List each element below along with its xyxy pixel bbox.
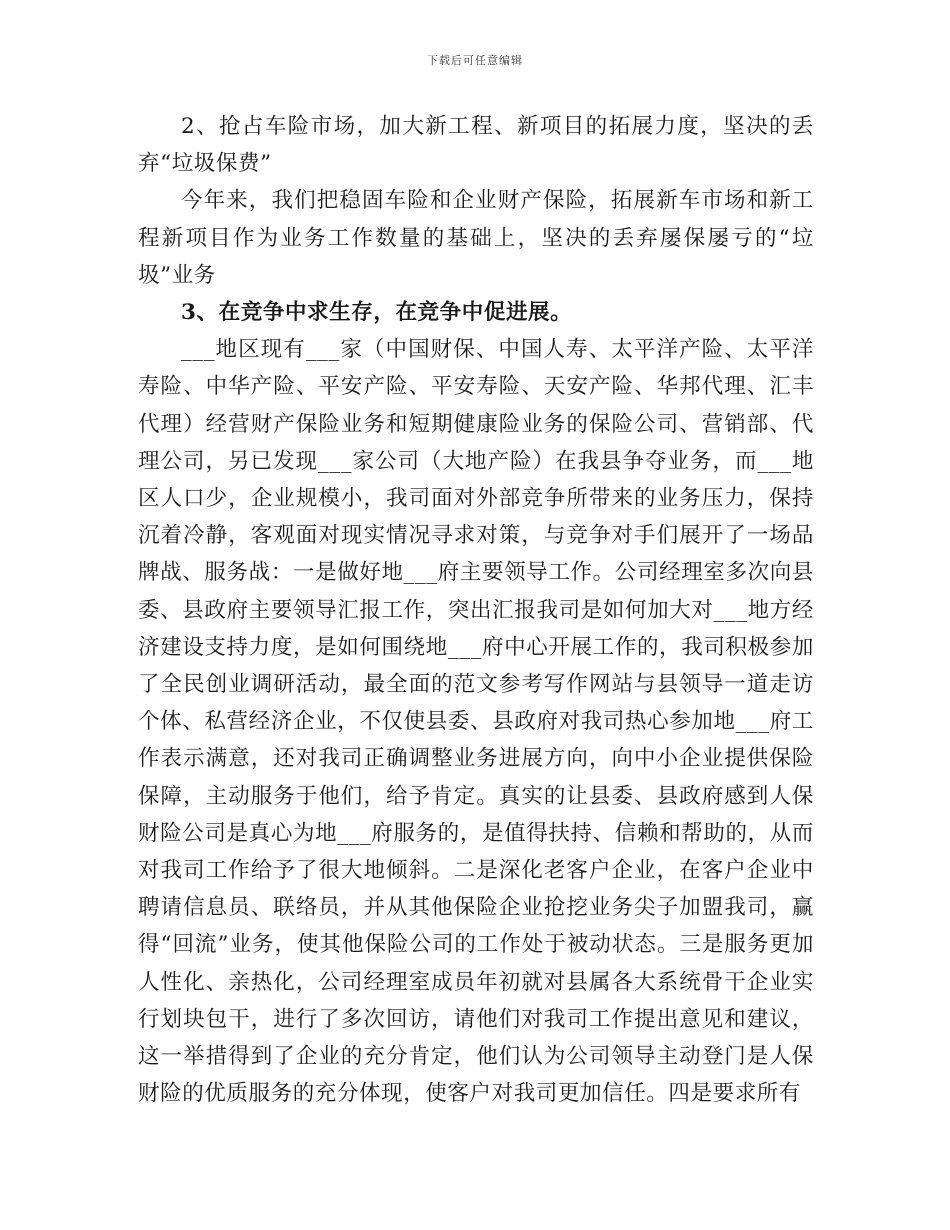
page-header-note: 下载后可任意编辑 bbox=[427, 54, 523, 67]
document-body bbox=[138, 108, 814, 1112]
section-heading: 3、在竞争中求生存，在竞争中促进展。 bbox=[181, 300, 573, 326]
paragraph-4: ___地区现有___家（中国财保、中国人寿、太平洋产险、太平洋寿险、中华产险、平安产险、平安寿险、天安产险、华邦代理、汇丰代理）经营财产保险业务和短期健康险业务的保险公司、营销部、代理公司，另已发现___家公司（大地产险）在我县争夺业务，而___地区人口少，企业规模小，我司面对外部竞争所带来的业务压力，保持沉着冷静，客观面对现实情况寻求对策，与竞争对手们展开了一场品牌战、服务战：一是做好地___府主要领导工作。公司经理室多次向县委、县政府主要领导汇报工作，突出汇报我司是如何加大对___地方经济建设支持力度，是如何围绕地___府中心开展工作的，我司积极参加了全民创业调研活动，最全面的范文参考写作网站与县领导一道走访个体、私营经济企业，不仅使县委、县政府对我司热心参加地___府工作表示满意，还对我司正确调整业务进展方向，向中小企业提供保险保障，主动服务于他们，给予肯定。真实的让县委、县政府感到人保财险公司是真心为地___府服务的，是值得扶持、信赖和帮助的，从而对我司工作给予了很大地倾斜。二是深化老客户企业，在客户企业中聘请信息员、联络员，并从其他保险企业抢挖业务尖子加盟我司，赢得“回流”业务，使其他保险公司的工作处于被动状态。三是服务更加人性化、亲热化，公司经理室成员年初就对县属各大系统骨干企业实行划块包干，进行了多次回访，请他们对我司工作提出意见和建议，这一举措得到了企业的充分肯定，他们认为公司领导主动登门是人保财险的优质服务的充分体现，使客户对我司更加信任。四是要求所有 bbox=[138, 337, 814, 1107]
paragraph-1: 2、抢占车险市场，加大新工程、新项目的拓展力度，坚决的丢弃“垃圾保费” bbox=[138, 114, 814, 177]
paragraph-2: 今年来，我们把稳固车险和企业财产保险，拓展新车市场和新工程新项目作为业务工作数量的基础上，坚决的丢弃屡保屡亏的“垃圾”业务 bbox=[138, 188, 814, 288]
